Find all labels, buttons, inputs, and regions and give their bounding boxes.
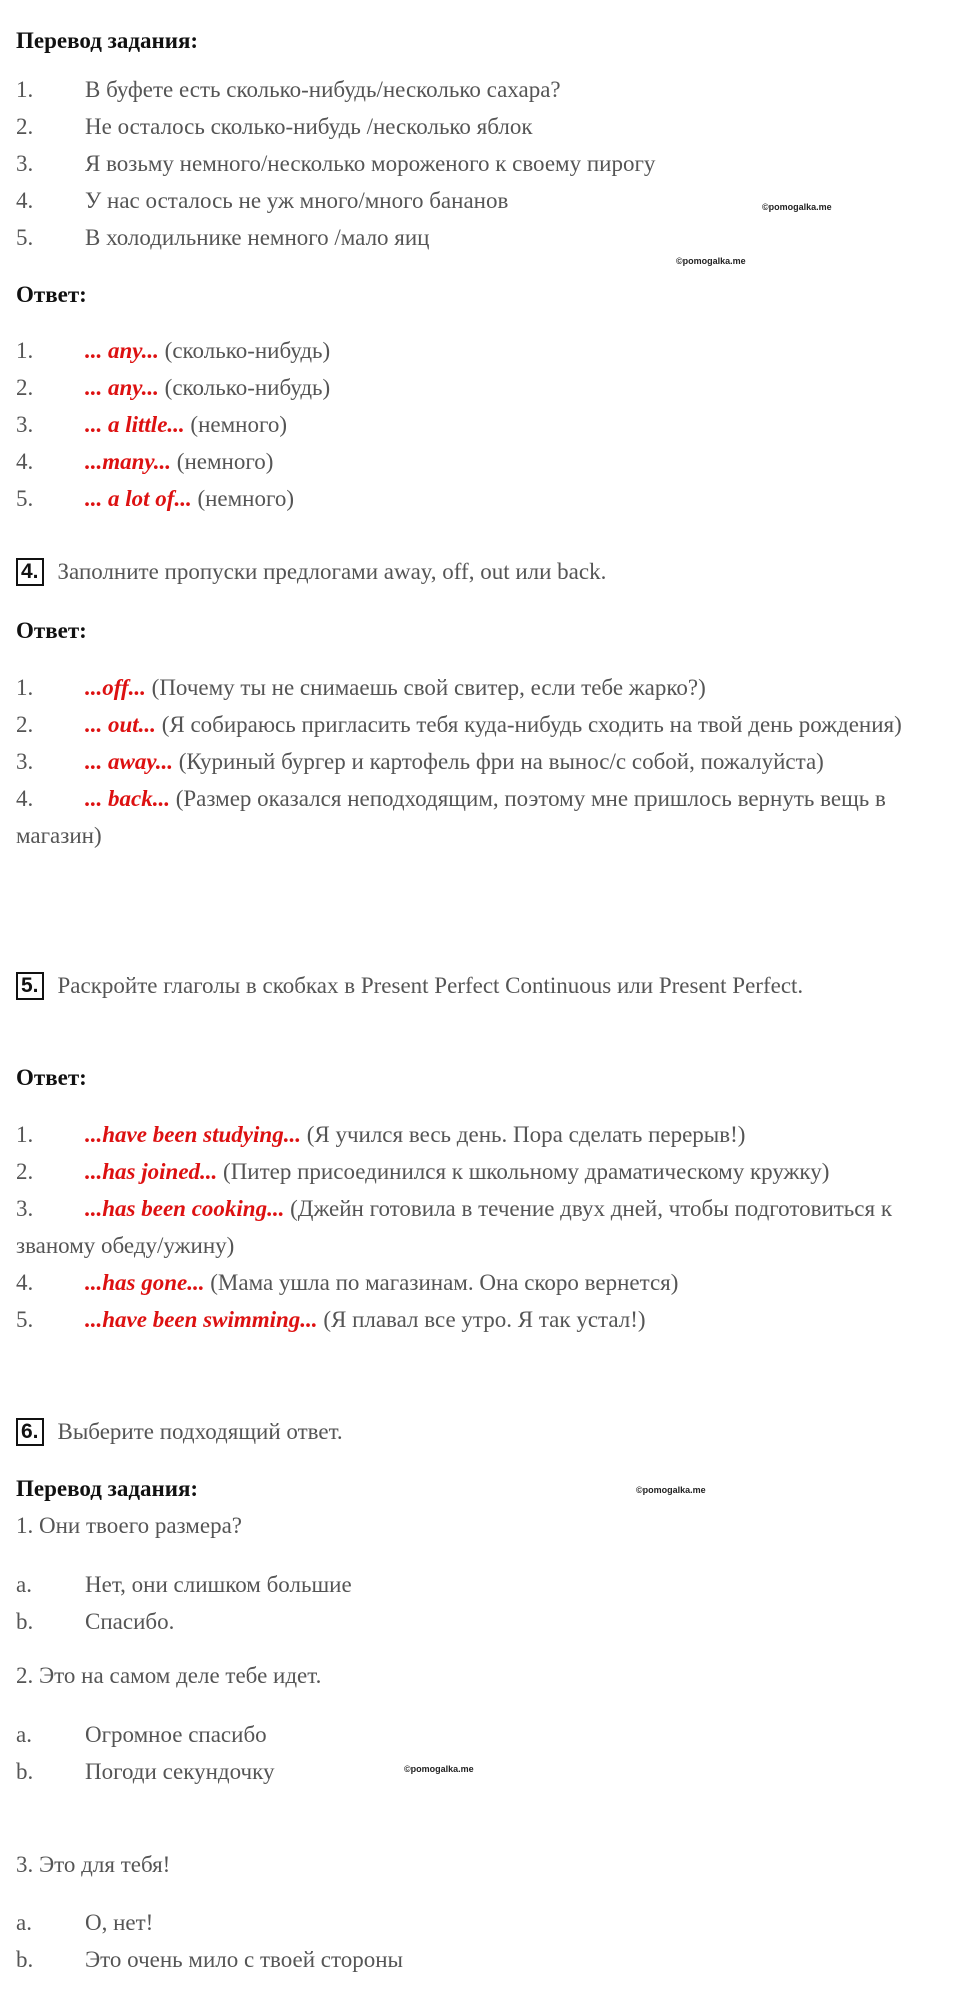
list-item: 4. У нас осталось не уж много/много бананов xyxy=(16,188,509,213)
question-text: 3. Это для тебя! xyxy=(16,1852,171,1877)
list-item: 1. ...have been studying... (Я учился весь день. Пора сделать перерыв!) xyxy=(16,1122,746,1147)
options-list xyxy=(16,1566,936,1640)
question-2 xyxy=(16,1657,936,1694)
answer-heading: Ответ: xyxy=(16,618,87,643)
translation-list xyxy=(16,71,936,256)
task-number: 4. xyxy=(16,558,44,586)
list-item: 2. Не осталось сколько-нибудь /несколько яблок xyxy=(16,114,533,139)
translation-section xyxy=(16,1470,936,1507)
watermark: ©pomogalka.me xyxy=(636,1485,706,1495)
list-item: 2. ... out... (Я собираюсь пригласить тебя куда-нибудь сходить на твой день рождения) xyxy=(16,712,902,737)
list-item: 3. Я возьму немного/несколько мороженого к своему пирогу xyxy=(16,151,656,176)
section-heading: Перевод задания: xyxy=(16,1476,199,1501)
answer-section xyxy=(16,612,936,649)
list-item: 5. ...have been swimming... (Я плавал все утро. Я так устал!) xyxy=(16,1307,646,1332)
watermark: ©pomogalka.me xyxy=(762,202,832,212)
list-item: 4. ...many... (немного) xyxy=(16,449,274,474)
answer-list xyxy=(16,1116,936,1338)
list-item: 3. ... away... (Куриный бургер и картофель фри на вынос/с собой, пожалуйста) xyxy=(16,749,824,774)
task-number: 5. xyxy=(16,972,44,1000)
option-item: a. Огромное спасибо xyxy=(16,1722,267,1747)
option-item: b. Спасибо. xyxy=(16,1609,175,1634)
watermark: ©pomogalka.me xyxy=(676,256,746,266)
options-list xyxy=(16,1716,936,1790)
list-item: 4. ... back... (Размер оказался неподходящим, поэтому мне пришлось вернуть вещь в магазин) xyxy=(16,786,886,848)
answer-heading: Ответ: xyxy=(16,282,87,307)
answer-section xyxy=(16,1059,936,1096)
option-item: b. Это очень мило с твоей стороны xyxy=(16,1947,403,1972)
task-number: 6. xyxy=(16,1418,44,1446)
list-item: 4. ...has gone... (Мама ушла по магазинам. Она скоро вернется) xyxy=(16,1270,679,1295)
list-item: 5. ... a lot of... (немного) xyxy=(16,486,295,511)
list-item: 2. ...has joined... (Питер присоединился к школьному драматическому кружку) xyxy=(16,1159,830,1184)
task-text: Раскройте глаголы в скобках в Present Perfect Continuous или Present Perfect. xyxy=(57,973,804,998)
question-text: 2. Это на самом деле тебе идет. xyxy=(16,1663,322,1688)
answer-list xyxy=(16,332,936,517)
question-text: 1. Они твоего размера? xyxy=(16,1513,242,1538)
option-item: b. Погоди секундочку xyxy=(16,1759,275,1784)
answer-list xyxy=(16,669,936,854)
question-1 xyxy=(16,1507,936,1544)
task-4 xyxy=(16,553,936,590)
list-item: 1. ... any... (сколько-нибудь) xyxy=(16,338,331,363)
option-item: a. Нет, они слишком большие xyxy=(16,1572,352,1597)
list-item: 3. ...has been cooking... (Джейн готовила в течение двух дней, чтобы подготовиться к званому обеду/ужину) xyxy=(16,1196,893,1258)
task-6 xyxy=(16,1413,936,1450)
section-heading: Перевод задания: xyxy=(16,28,199,53)
answer-heading: Ответ: xyxy=(16,1065,87,1090)
list-item: 3. ... a little... (немного) xyxy=(16,412,287,437)
options-list xyxy=(16,1904,936,1978)
translation-section xyxy=(16,22,936,59)
question-3 xyxy=(16,1846,936,1883)
option-item: a. О, нет! xyxy=(16,1910,154,1935)
answer-section xyxy=(16,276,936,313)
list-item: 1. ...off... (Почему ты не снимаешь свой свитер, если тебе жарко?) xyxy=(16,675,706,700)
task-text: Выберите подходящий ответ. xyxy=(57,1419,343,1444)
task-text: Заполните пропуски предлогами away, off, out или back. xyxy=(57,559,607,584)
watermark: ©pomogalka.me xyxy=(404,1764,474,1774)
list-item: 5. В холодильнике немного /мало яиц xyxy=(16,225,430,250)
list-item: 1. В буфете есть сколько-нибудь/несколько сахара? xyxy=(16,77,561,102)
list-item: 2. ... any... (сколько-нибудь) xyxy=(16,375,331,400)
task-5 xyxy=(16,967,936,1004)
